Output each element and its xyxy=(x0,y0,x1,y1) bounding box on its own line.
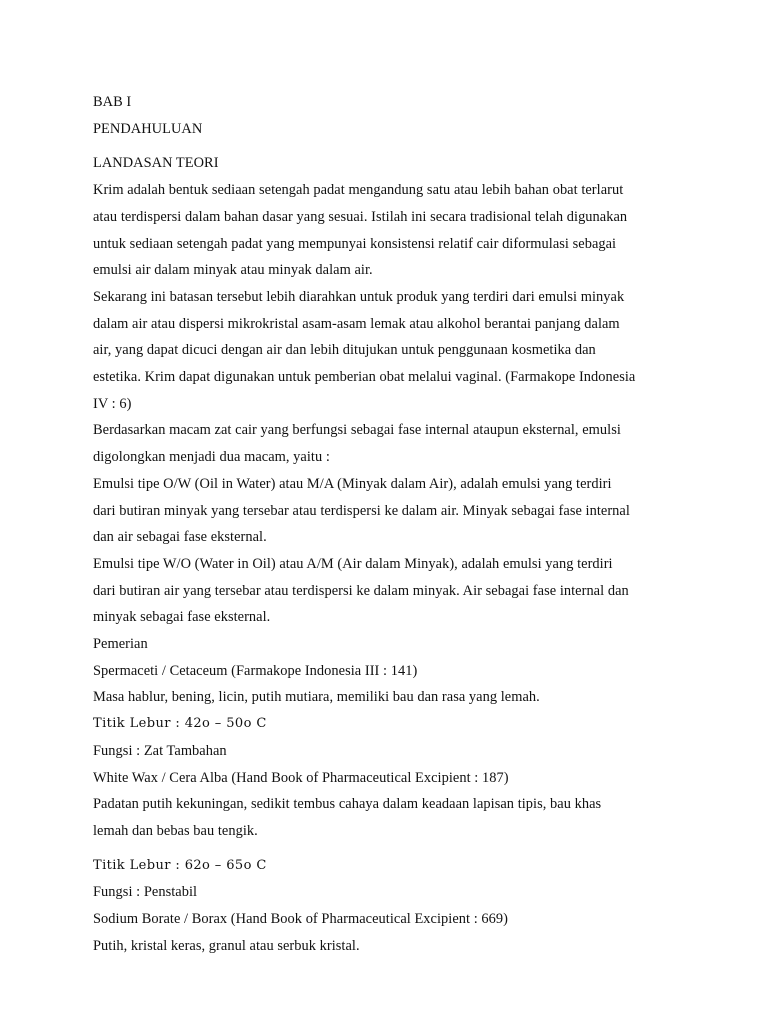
text-line: digolongkan menjadi dua macam, yaitu : xyxy=(93,449,330,466)
document-body xyxy=(93,89,683,960)
text-line: Emulsi tipe O/W (Oil in Water) atau M/A (Minyak dalam Air), adalah emulsi yang terdiri xyxy=(93,475,612,492)
paragraph-gap xyxy=(93,845,683,853)
heading-gap xyxy=(93,142,683,150)
text-line: untuk sediaan setengah padat yang mempunyai konsistensi relatif cair diformulasi sebagai xyxy=(93,235,617,252)
text-line: emulsi air dalam minyak atau minyak dalam air. xyxy=(93,262,373,279)
melting-point-line: Titik Lebur : 62o – 65o C xyxy=(93,857,267,873)
text-line: dan air sebagai fase eksternal. xyxy=(93,529,267,546)
text-line: Emulsi tipe W/O (Water in Oil) atau A/M (Air dalam Minyak), adalah emulsi yang terdiri xyxy=(93,555,613,572)
text-line: Pemerian xyxy=(93,636,148,653)
text-line: Krim adalah bentuk sediaan setengah padat mengandung satu atau lebih bahan obat terlarut xyxy=(93,182,624,199)
text-line: Fungsi : Penstabil xyxy=(93,884,198,901)
text-line: Spermaceti / Cetaceum (Farmakope Indonesia III : 141) xyxy=(93,662,418,679)
text-line: dari butiran minyak yang tersebar atau terdispersi ke dalam air. Minyak sebagai fase internal xyxy=(93,502,630,519)
text-line: Fungsi : Zat Tambahan xyxy=(93,742,227,759)
text-line: Padatan putih kekuningan, sedikit tembus cahaya dalam keadaan lapisan tipis, bau khas xyxy=(93,796,602,813)
melting-point-line: Titik Lebur : 42o – 50o C xyxy=(93,716,267,732)
text-line: minyak sebagai fase eksternal. xyxy=(93,609,271,626)
text-line: Sodium Borate / Borax (Hand Book of Pharmaceutical Excipient : 669) xyxy=(93,911,508,928)
text-line: Berdasarkan macam zat cair yang berfungsi sebagai fase internal ataupun eksternal, emulsi xyxy=(93,422,621,439)
text-line: Masa hablur, bening, licin, putih mutiara, memiliki bau dan rasa yang lemah. xyxy=(93,689,540,706)
text-line: dari butiran air yang tersebar atau terdispersi ke dalam minyak. Air sebagai fase internal dan xyxy=(93,582,629,599)
text-line: Sekarang ini batasan tersebut lebih diarahkan untuk produk yang terdiri dari emulsi minyak xyxy=(93,288,625,305)
text-line: estetika. Krim dapat digunakan untuk pemberian obat melalui vaginal. (Farmakope Indonesia xyxy=(93,369,636,386)
text-line: IV : 6) xyxy=(93,395,132,412)
chapter-label: BAB I xyxy=(93,94,132,110)
text-line: Putih, kristal keras, granul atau serbuk kristal. xyxy=(93,937,360,954)
chapter-title: PENDAHULUAN xyxy=(93,120,203,137)
text-line: dalam air atau dispersi mikrokristal asam-asam lemak atau alkohol berantai panjang dalam xyxy=(93,315,620,332)
text-line: White Wax / Cera Alba (Hand Book of Pharmaceutical Excipient : 187) xyxy=(93,769,509,786)
section-title: LANDASAN TEORI xyxy=(93,155,219,172)
text-line: atau terdispersi dalam bahan dasar yang sesuai. Istilah ini secara tradisional telah digunakan xyxy=(93,208,628,225)
text-line: lemah dan bebas bau tengik. xyxy=(93,822,258,839)
text-line: air, yang dapat dicuci dengan air dan lebih ditujukan untuk penggunaan kosmetika dan xyxy=(93,342,596,359)
